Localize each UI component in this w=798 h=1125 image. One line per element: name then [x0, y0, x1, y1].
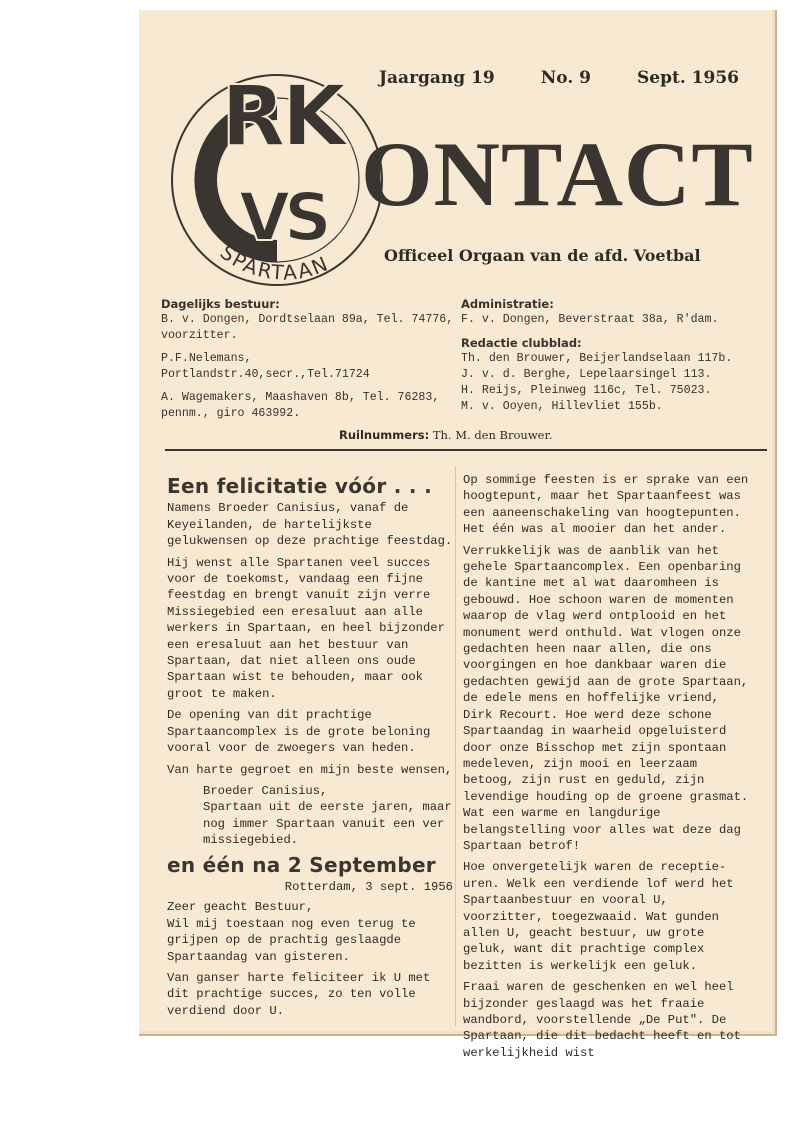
exchange-label: Ruilnummers:	[339, 428, 430, 442]
board-info	[161, 296, 461, 422]
board-line: B. v. Dongen, Dordtselaan 89a, Tel. 74776,	[161, 313, 454, 326]
editorial-line: J. v. d. Berghe, Lepelaarsingel 113.	[461, 368, 712, 381]
issue-date: Sept. 1956	[637, 68, 739, 88]
paragraph: Wil mij toestaan nog even terug te grijpen op de prachtig geslaagde Spartaandag van gisteren.	[167, 916, 416, 964]
salutation: Zeer geacht Bestuur,	[167, 900, 314, 915]
admin-editorial-info	[461, 296, 761, 415]
board-line: voorzitter.	[161, 329, 238, 342]
paragraph: Hij wenst alle Spartanen veel succes voor de toekomst, vandaag een fijne feestdag en brengt vanuit zijn verre Missiegebied een eresaluut aan alle werkers in Spartaan, en heel bijzonder een eresaluut aan het bestuur van Spartaan, dat niet alleen ons oude Spartaan wist te behouden, maar ook groot te maken.	[167, 555, 445, 701]
logo-ring-text: SPARTAAN	[215, 239, 333, 285]
administration-line: F. v. Dongen, Beverstraat 38a, R'dam.	[461, 313, 719, 326]
administration-heading: Administratie:	[461, 297, 554, 311]
paragraph: Op sommige feesten is er sprake van een hoogtepunt, maar het Spartaanfeest was een aaneenschakeling van hoogtepunten. Het één was al mooier dan het ander.	[463, 473, 749, 537]
paragraph: Hoe onvergetelijk waren de receptie-uren. Welk een verdiende lof werd het Spartaanbestuur en vooral U, voorzitter, toegezwaaid. Wat gunden allen U, geacht bestuur, uw grote geluk, want dit prachtige complex bezitten is werkelijk een geluk.	[463, 860, 734, 973]
paragraph: Verrukkelijk was de aanblik van het gehele Spartaancomplex. Een openbaring de kantine met al wat daaromheen is gebouwd. Hoe schoon waren de momenten waarop de vlag werd ontplooid en het monument werd onthuld. Wat vlogen onze gedachten heen naar allen, die ons voorgingen en hoe dankbaar waren die gedachten gewijd aan de grote Spartaan, de edele mens en hoffelijke vriend, Dirk Recourt. Hoe werd deze schone Spartaandag in waarheid opgeluisterd door onze Bisschop met zijn spontaan medeleven, zijn mooi en leerzaam betoog, zijn rust en geduld, zijn levendige houding op de groene grasmat. Wat een warme en langdurige belangstelling voor alles wat deze dag Spartaan betrof!	[463, 543, 749, 853]
right-column	[463, 472, 749, 1066]
editorial-line: H. Reijs, Pleinweg 116c, Tel. 75023.	[461, 384, 712, 397]
paragraph: Namens Broeder Canisius, vanaf de Keyeilanden, de hartelijkste gelukwensen op deze prachtige feestdag.	[167, 501, 453, 549]
article-heading-before: Een felicitatie vóór . . .	[167, 474, 432, 498]
paragraph: De opening van dit prachtige Spartaancomplex is de grote beloning vooral voor de zwoegers van heden.	[167, 708, 431, 756]
board-line: A. Wagemakers, Maashaven 8b, Tel. 76283,	[161, 391, 440, 404]
logo-vs-text: VS	[239, 179, 326, 256]
left-column	[167, 474, 453, 1024]
issue-line	[379, 68, 739, 88]
masthead-subtitle: Officeel Orgaan van de afd. Voetbal	[384, 246, 701, 265]
logo-rk-text: RK	[221, 67, 343, 165]
exchange-name: Th. M. den Brouwer.	[432, 428, 553, 442]
exchange-line	[339, 428, 552, 442]
paragraph: Fraai waren de geschenken en wel heel bijzonder geslaagd was het fraaie wandbord, voorstellende „De Put". De Spartaan, die dit bedacht heeft en tot werkelijkheid wist	[463, 980, 741, 1060]
column-divider	[455, 466, 456, 1026]
editorial-line: Th. den Brouwer, Beijerlandselaan 117b.	[461, 352, 733, 365]
volume-label: Jaargang 19	[379, 68, 495, 88]
board-line: P.F.Nelemans, Portlandstr.40,secr.,Tel.71724	[161, 352, 370, 381]
signature-text: Spartaan uit de eerste jaren, maar nog immer Spartaan vanuit een ver missiegebied.	[203, 800, 452, 848]
paragraph: Van ganser harte feliciteer ik U met dit prachtige succes, zo ten volle verdiend door U.	[167, 970, 431, 1018]
editorial-heading: Redactie clubblad:	[461, 336, 582, 350]
board-line: pennm., giro 463992.	[161, 407, 301, 420]
editorial-line: M. v. Ooyen, Hillevliet 155b.	[461, 400, 663, 413]
signature-name: Broeder Canisius,	[203, 783, 328, 798]
article-heading-after: en één na 2 September	[167, 852, 436, 877]
dateline: Rotterdam, 3 sept. 1956	[284, 879, 453, 894]
board-heading: Dagelijks bestuur:	[161, 297, 280, 311]
issue-number: No. 9	[540, 68, 592, 88]
masthead-title: ONTACT	[361, 123, 754, 225]
paragraph: Van harte gegroet en mijn beste wensen,	[167, 762, 453, 777]
header-rule	[165, 449, 767, 451]
newsletter-page	[139, 10, 777, 1060]
